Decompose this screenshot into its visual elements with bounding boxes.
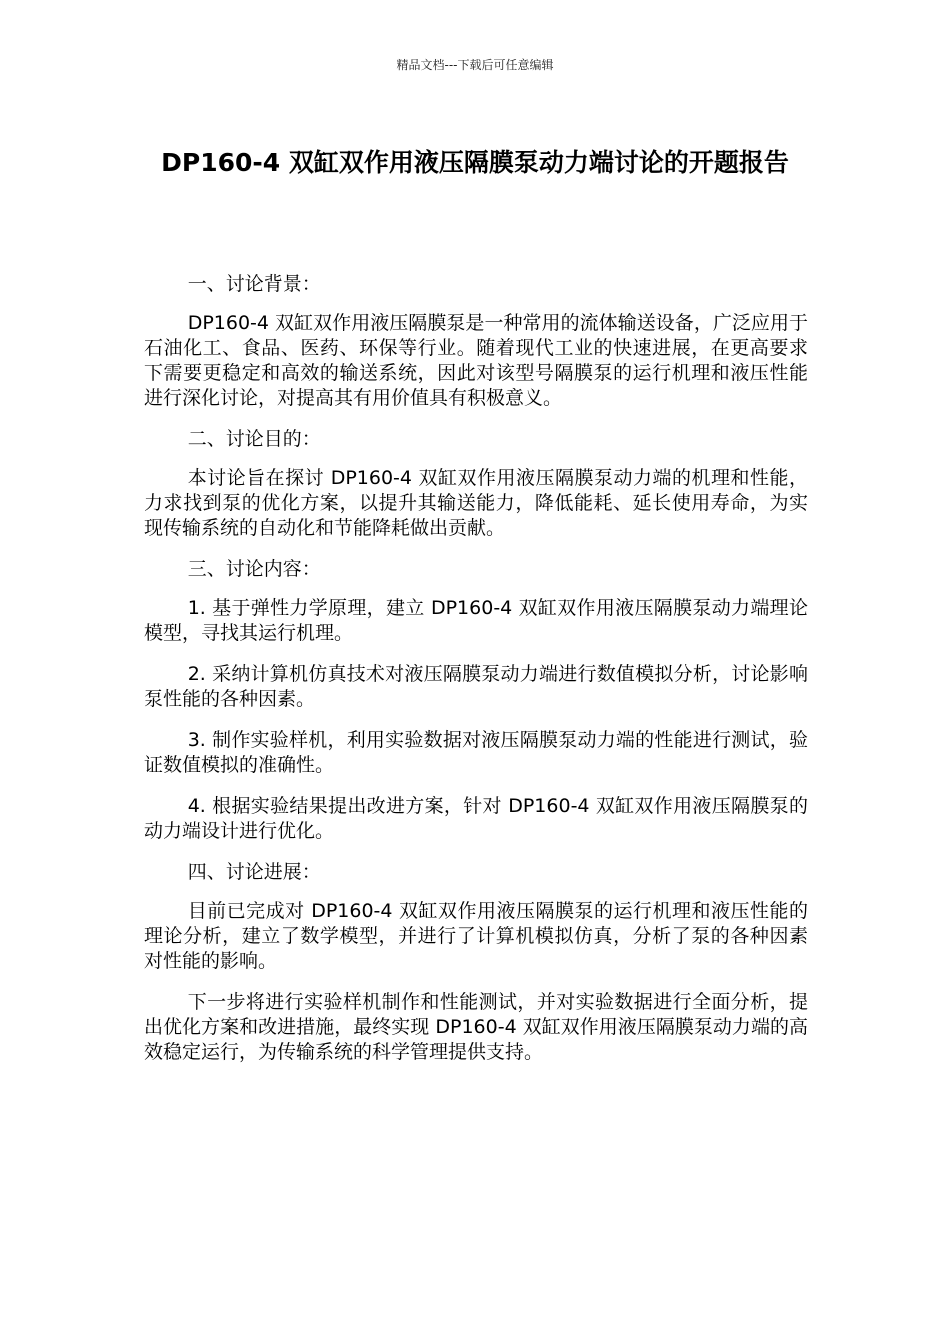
list-item-content-4: 4. 根据实验结果提出改进方案，针对 DP160-4 双缸双作用液压隔膜泵的动力端设计进行优化。 — [144, 795, 808, 842]
section-heading-background: 一、讨论背景： — [187, 273, 321, 295]
paragraph-purpose: 本讨论旨在探讨 DP160-4 双缸双作用液压隔膜泵动力端的机理和性能，力求找到泵的优化方案，以提升其输送能力，降低能耗、延长使用寿命，为实现传输系统的自动化和节能降耗做出贡献。 — [144, 467, 808, 539]
paragraph-progress-2: 下一步将进行实验样机制作和性能测试，并对实验数据进行全面分析，提出优化方案和改进措施，最终实现 DP160-4 双缸双作用液压隔膜泵动力端的高效稳定运行，为传输系统的科学管理提供支持。 — [144, 991, 808, 1063]
page-header-note: 精品文档---下载后可任意编辑 — [396, 58, 554, 72]
section-heading-progress: 四、讨论进展： — [187, 861, 321, 883]
section-heading-content: 三、讨论内容： — [187, 558, 321, 580]
document-title: DP160-4 双缸双作用液压隔膜泵动力端讨论的开题报告 — [161, 148, 789, 177]
list-item-content-3: 3. 制作实验样机，利用实验数据对液压隔膜泵动力端的性能进行测试，验证数值模拟的准确性。 — [144, 729, 808, 776]
paragraph-background: DP160-4 双缸双作用液压隔膜泵是一种常用的流体输送设备，广泛应用于石油化工、食品、医药、环保等行业。随着现代工业的快速进展，在更高要求下需要更稳定和高效的输送系统，因此对该型号隔膜泵的运行机理和液压性能进行深化讨论，对提高其有用价值具有积极意义。 — [144, 312, 808, 409]
list-item-content-1: 1. 基于弹性力学原理，建立 DP160-4 双缸双作用液压隔膜泵动力端理论模型，寻找其运行机理。 — [144, 597, 808, 644]
paragraph-progress-1: 目前已完成对 DP160-4 双缸双作用液压隔膜泵的运行机理和液压性能的理论分析，建立了数学模型，并进行了计算机模拟仿真，分析了泵的各种因素对性能的影响。 — [144, 900, 808, 972]
document-body — [144, 272, 808, 1081]
list-item-content-2: 2. 采纳计算机仿真技术对液压隔膜泵动力端进行数值模拟分析，讨论影响泵性能的各种因素。 — [144, 663, 808, 710]
section-heading-purpose: 二、讨论目的： — [187, 428, 321, 450]
